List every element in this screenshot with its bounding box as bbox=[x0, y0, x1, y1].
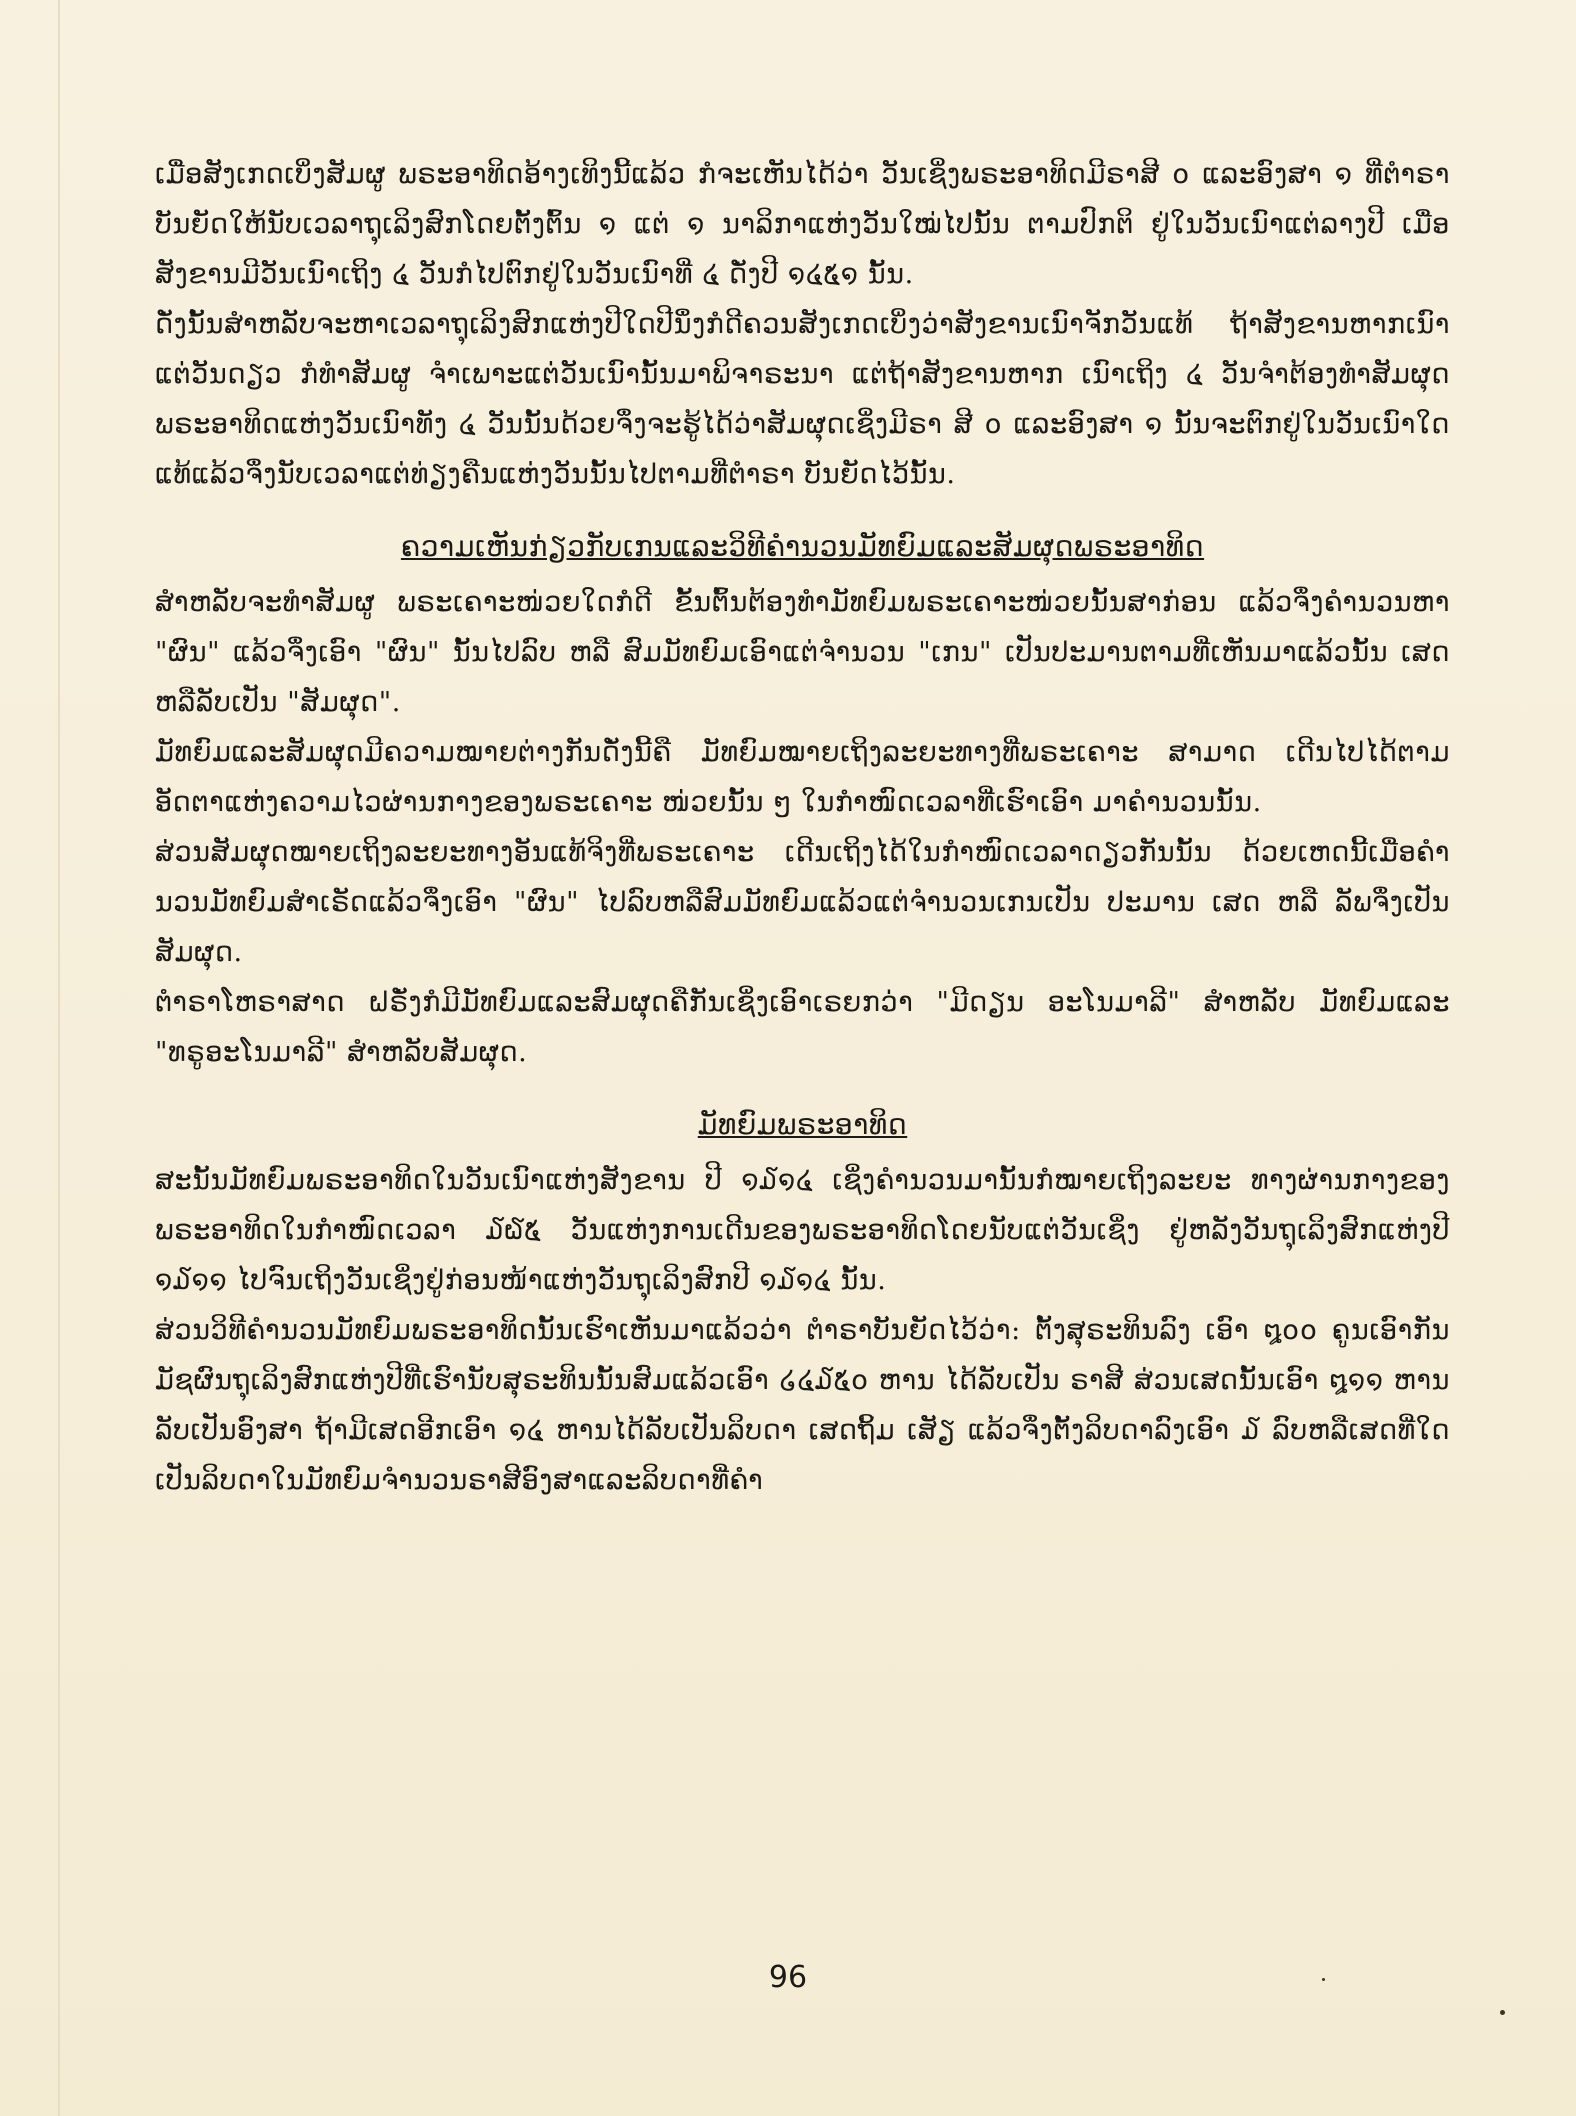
paragraph: ສຳຫລັບຈະທຳສັມຜູ ພຣະເຄາະໜ່ວຍໃດກໍດີ ຂັ້ນຕົ້ນຕ້ອງທຳມັທຍົມພຣະເຄາະໜ່ວຍນັ້ນສາກ່ອນ ແລ້ວຈຶ່ງຄຳນວນຫາ "ຜົນ" ແລ້ວຈຶ່ງເອົາ "ຜົນ" ນັ້ນໄປລົບ ຫລື ສົມມັທຍົມເອົາແຕ່ຈຳນວນ "ເກນ" ເປັນປະມານຕາມທີ່ເຫັນມາແລ້ວນັ້ນ ເສດຫລືລັບເປັນ "ສັມຜຸດ". bbox=[155, 587, 1450, 718]
paragraph: ສ່ວນວິທີຄຳນວນມັທຍົມພຣະອາທິດນັ້ນເຮົາເຫັນມາແລ້ວວ່າ ຕຳຣາບັນຍັດໄວ້ວ່າ: ຕັ້ງສຸຣະທິນລົງ ເອົາ ໘໐໐ ຄູນເອົາກັນມັຊຜົນຖຸເລິງສົກແຫ່ງປີທີ່ເຮົານັບສຸຣະທິນນັ້ນສົມແລ້ວເອົາ ໒໔໓໕໐ ຫານ ໄດ້ລັບເປັນ ຣາສີ ສ່ວນເສດນັ້ນເອົາ ໘໑໑ ຫານລັບເປັນອົງສາ ຖ້າມີເສດອີກເອົາ ໑໔ ຫານໄດ້ລັບເປັນລິບດາ ເສດຖິ້ມ ເສັຽ ແລ້ວຈຶ່ງຕັ້ງລິບດາລົງເອົາ ໓ ລົບຫລືເສດທີ່ໃດເປັນລິບດາໃນມັທຍົມຈຳນວນຣາສີອົງສາແລະລິບດາທີ່ຄຳ bbox=[155, 1315, 1450, 1496]
paragraph: ເມື່ອສັງເກດເບິ່ງສັມຜູ ພຣະອາທິດອ້າງເທິງນີ້ແລ້ວ ກໍຈະເຫັນໄດ້ວ່າ ວັນເຊິ່ງພຣະອາທິດມີຣາສີ ໐ ແລະອົງສາ ໑ ທີ່ຕຳຣາບັນຍັດໃຫ້ນັບເວລາຖຸເລິງສົກໂດຍຕັ້ງຕົ້ນ ໑ ແຕ່ ໑ ນາລິກາແຫ່ງວັນໃໝ່ໄປນັ້ນ ຕາມປົກຕິ ຢູ່ໃນວັນເນົາແຕ່ລາງປີ ເມື່ອສັງຂານມີວັນເນົາເຖິງ ໔ ວັນກໍໄປຕົກຢູ່ໃນວັນເນົາທີ່ ໔ ດັ່ງປີ ໑໔໕໑ ນັ້ນ. bbox=[155, 159, 1450, 290]
section-heading: ຄວາມເຫັນກ່ຽວກັບເກນແລະວິທີຄຳນວນມັທຍົມແລະສັມຜຸດພຣະອາທິດ bbox=[400, 530, 1205, 563]
paper-speck bbox=[1500, 2010, 1505, 2015]
paragraph: ດັ່ງນັ້ນສຳຫລັບຈະຫາເວລາຖຸເລິງສົກແຫ່ງປີໃດປີນຶ່ງກໍດີຄວນສັງເກດເບິ່ງວ່າສັງຂານເນົາຈັກວັນແທ້ ຖ້າສັງຂານຫາກເນົາແຕ່ວັນດຽວ ກໍທຳສັມຜູ ຈຳເພາະແຕ່ວັນເນົານັ້ນມາພິຈາຣະນາ ແຕ່ຖ້າສັງຂານຫາກ ເນົາເຖິງ ໔ ວັນຈຳຕ້ອງທຳສັມຜຸດພຣະອາທິດແຫ່ງວັນເນົາທັງ ໔ ວັນນັ້ນດ້ວຍຈຶ່ງຈະຮູ້ໄດ້ວ່າສັມຜຸດເຊິ່ງມີຣາ ສີ ໐ ແລະອົງສາ ໑ ນັ້ນຈະຕົກຢູ່ໃນວັນເນົາໃດແທ້ແລ້ວຈຶ່ງນັບເວລາແຕ່ທ່ຽງຄືນແຫ່ງວັນນັ້ນໄປຕາມທີ່ຕຳຣາ ບັນຍັດໄວ້ນັ້ນ. bbox=[155, 309, 1450, 490]
paragraph: ສະນັ້ນມັທຍົມພຣະອາທິດໃນວັນເນົາແຫ່ງສັງຂານ ປີ ໑໓໑໔ ເຊິ່ງຄຳນວນມານັ້ນກໍໝາຍເຖິງລະຍະ ທາງຜ່ານກາງຂອງພຣະອາທິດໃນກຳໜົດເວລາ ໓໖໕ ວັນແຫ່ງການເດີນຂອງພຣະອາທິດໂດຍນັບແຕ່ວັນເຊິ່ງ ຢູ່ຫລັງວັນຖຸເລິງສົກແຫ່ງປີ ໑໓໑໑ ໄປຈົນເຖິງວັນເຊິ່ງຢູ່ກ່ອນໜ້າແຫ່ງວັນຖຸເລິງສົກປີ ໑໓໑໔ ນັ້ນ. bbox=[155, 1165, 1450, 1296]
paper-speck bbox=[1322, 1978, 1325, 1981]
paragraph: ສ່ວນສັມຜຸດໝາຍເຖິງລະຍະທາງອັນແທ້ຈິງທີ່ພຣະເຄາະ ເດີນເຖິງໄດ້ໃນກຳໜົດເວລາດຽວກັນນັ້ນ ດ້ວຍເຫດນີ້ເມື່ອຄຳນວນມັທຍົມສຳເຣັດແລ້ວຈຶ່ງເອົາ "ຜົນ" ໄປລົບຫລືສົມມັທຍົມແລ້ວແຕ່ຈຳນວນເກນເປັນ ປະມານ ເສດ ຫລື ລັພຈຶ່ງເປັນສັມຜຸດ. bbox=[155, 837, 1450, 968]
body-text bbox=[155, 150, 1450, 1506]
paragraph: ຕຳຣາໂຫຣາສາດ ຝຣັ່ງກໍມີມັທຍົມແລະສົມຜຸດຄືກັນເຊິ່ງເອົາເຣຍກວ່າ "ມີດຽນ ອະໂນມາລີ" ສຳຫລັບ ມັທຍົມແລະ "ທຣູອະໂນມາລີ" ສຳຫລັບສັມຜຸດ. bbox=[155, 987, 1450, 1068]
page-number: 96 bbox=[768, 1960, 808, 1995]
section-heading: ມັທຍົມພຣະອາທິດ bbox=[697, 1108, 908, 1141]
paragraph: ມັທຍົມແລະສັມຜຸດມີຄວາມໝາຍຕ່າງກັນດັ່ງນີ້ຄື ມັທຍົມໝາຍເຖິງລະຍະທາງທີ່ພຣະເຄາະ ສາມາດ ເດີນໄປໄດ້ຕາມອັດຕາແຫ່ງຄວາມໄວຜ່ານກາງຂອງພຣະເຄາະ ໜ່ວຍນັ້ນ ໆ ໃນກຳໜົດເວລາທີ່ເຮົາເອົາ ມາຄຳນວນນັ້ນ. bbox=[155, 737, 1450, 818]
page-margin-line bbox=[58, 0, 60, 2116]
